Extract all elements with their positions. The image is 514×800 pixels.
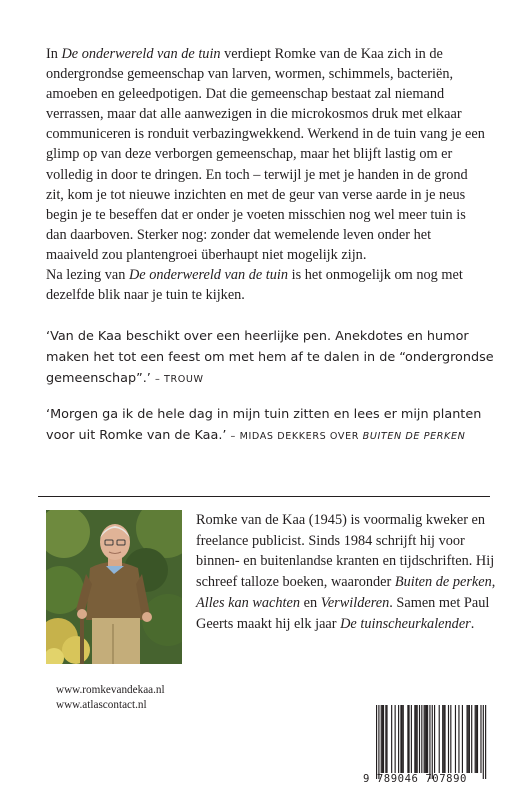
barcode-bar: [385, 705, 386, 773]
quote-text: ‘Van de Kaa beschikt over een heerlijke pen. Anekdotes en humor maken het tot een feest om met hem af te dalen in de “ondergrondse gemeenschap”.’: [46, 329, 494, 386]
barcode-bar: [426, 705, 427, 773]
book-title: De onderwereld van de tuin: [61, 46, 221, 62]
barcode-bar: [443, 705, 444, 773]
barcode-bar: [424, 705, 425, 773]
book-title: Buiten de perken: [394, 574, 492, 591]
barcode-bar: [469, 705, 470, 773]
barcode-bar: [458, 705, 459, 773]
barcode-bar: [407, 705, 408, 773]
author-bio: Romke van de Kaa (1945) is voormalig kweker en freelance publicist. Sinds 1984 schrijft hij voor binnen- en buitenlandse kranten en tijdschriften. Hij schreef talloze boeken, waaronder Buiten de perken, Alles kan wachten en Verwilderen. Samen met Paul Geerts maakt hij elk jaar De tuinscheurkalender.: [196, 512, 496, 632]
book-title: De tuinscheurkalender: [340, 615, 471, 632]
book-title: Alles kan wachten: [196, 594, 301, 611]
barcode-bar: [425, 705, 426, 773]
back-cover-blurb: [46, 44, 486, 305]
barcode-bar: [398, 705, 399, 773]
barcode-bar: [408, 705, 409, 773]
barcode-bar: [476, 705, 477, 773]
blurb-text: In: [46, 46, 62, 62]
isbn-digits: 9 789046 707890: [363, 773, 467, 785]
barcode-bar: [450, 705, 451, 773]
author-photo-image: [46, 510, 182, 664]
barcode-bar: [466, 705, 467, 773]
publisher-website-link[interactable]: www.atlascontact.nl: [56, 699, 147, 711]
barcode-bar: [395, 705, 396, 773]
barcode-bar: [475, 705, 476, 773]
barcode-bar: [483, 705, 484, 779]
barcode-bar: [439, 705, 440, 773]
barcode-bar: [462, 705, 463, 773]
book-title: Verwilderen: [320, 594, 390, 611]
barcode-bar: [429, 705, 430, 779]
barcode-bar: [376, 705, 377, 779]
barcode-bar: [417, 705, 418, 773]
barcode-bar: [400, 705, 401, 773]
barcode-bar: [403, 705, 404, 773]
quote-source: – TROUW: [154, 374, 204, 385]
barcode-bar: [455, 705, 456, 773]
quote-text: ‘Morgen ga ik de hele dag in mijn tuin zitten en lees er mijn planten voor uit Romke van de Kaa.’: [46, 407, 482, 443]
barcode-bar: [386, 705, 387, 773]
barcode-bar: [382, 705, 383, 773]
barcode-bar: [381, 705, 382, 773]
barcode-bar: [411, 705, 412, 773]
barcode-bar: [444, 705, 445, 773]
barcode-bar: [477, 705, 478, 773]
website-links: [56, 683, 165, 713]
barcode-bar: [415, 705, 416, 773]
barcode-bar: [471, 705, 472, 773]
barcode-bar: [378, 705, 379, 779]
blurb-paragraph-1: [46, 44, 486, 265]
blurb-text: verdiept Romke van de Kaa zich in de ondergrondse gemeenschap van larven, wormen, schimmels, bacteriën, amoeben en geleedpotigen. Dat die gemeenschap bestaat zal niemand verrassen, maar dat alle aanwezigen in die microkosmos druk met elkaar communiceren is ronduit verbazingwekkend. Werkend in de tuin vang je een glimp op van deze verborgen gemeenschap, maar het blijft lastig om er volledig in door te dringen. En toch – terwijl je met je handen in de grond zit, kom je tot nieuwe inzichten en met de geur van verse aarde in je neus begin je te beseffen dat er onder je voeten misschien nog wel meer tuin is dan daarboven. Sterker nog: zonder dat wemelende leven onder het maaiveld zou plantengroei überhaupt niet mogelijk zijn.: [46, 46, 485, 263]
author-photo: [46, 510, 182, 664]
barcode-bar: [442, 705, 443, 773]
quote-source-author: – MIDAS DEKKERS OVER: [230, 431, 363, 442]
barcode-bar: [427, 705, 428, 773]
barcode-bar: [421, 705, 422, 773]
book-title: De onderwereld van de tuin: [128, 267, 289, 284]
barcode-bar: [434, 705, 435, 773]
barcode-bar: [402, 705, 403, 773]
barcode-bar: [432, 705, 433, 779]
blurb-text: Na lezing van: [46, 267, 129, 284]
barcode-bar: [414, 705, 415, 773]
barcode-bar: [383, 705, 384, 773]
blurb-paragraph-2: [46, 265, 486, 305]
barcode-bar: [419, 705, 420, 773]
barcode-bar: [391, 705, 392, 773]
quote-source-title: BUITEN DE PERKEN: [362, 431, 466, 442]
review-quote-dekkers: [46, 404, 496, 447]
barcode-bar: [485, 705, 486, 779]
review-quote-trouw: [46, 326, 496, 390]
author-website-link[interactable]: www.romkevandekaa.nl: [56, 684, 165, 696]
barcode-bar: [468, 705, 469, 773]
quote-source: [231, 431, 466, 442]
blurb-text: is het onmogelijk om nog met dezelfde blik naar je tuin te kijken.: [46, 267, 463, 304]
barcode-bar: [448, 705, 449, 773]
divider-rule: [38, 496, 490, 497]
barcode-bar: [480, 705, 481, 773]
